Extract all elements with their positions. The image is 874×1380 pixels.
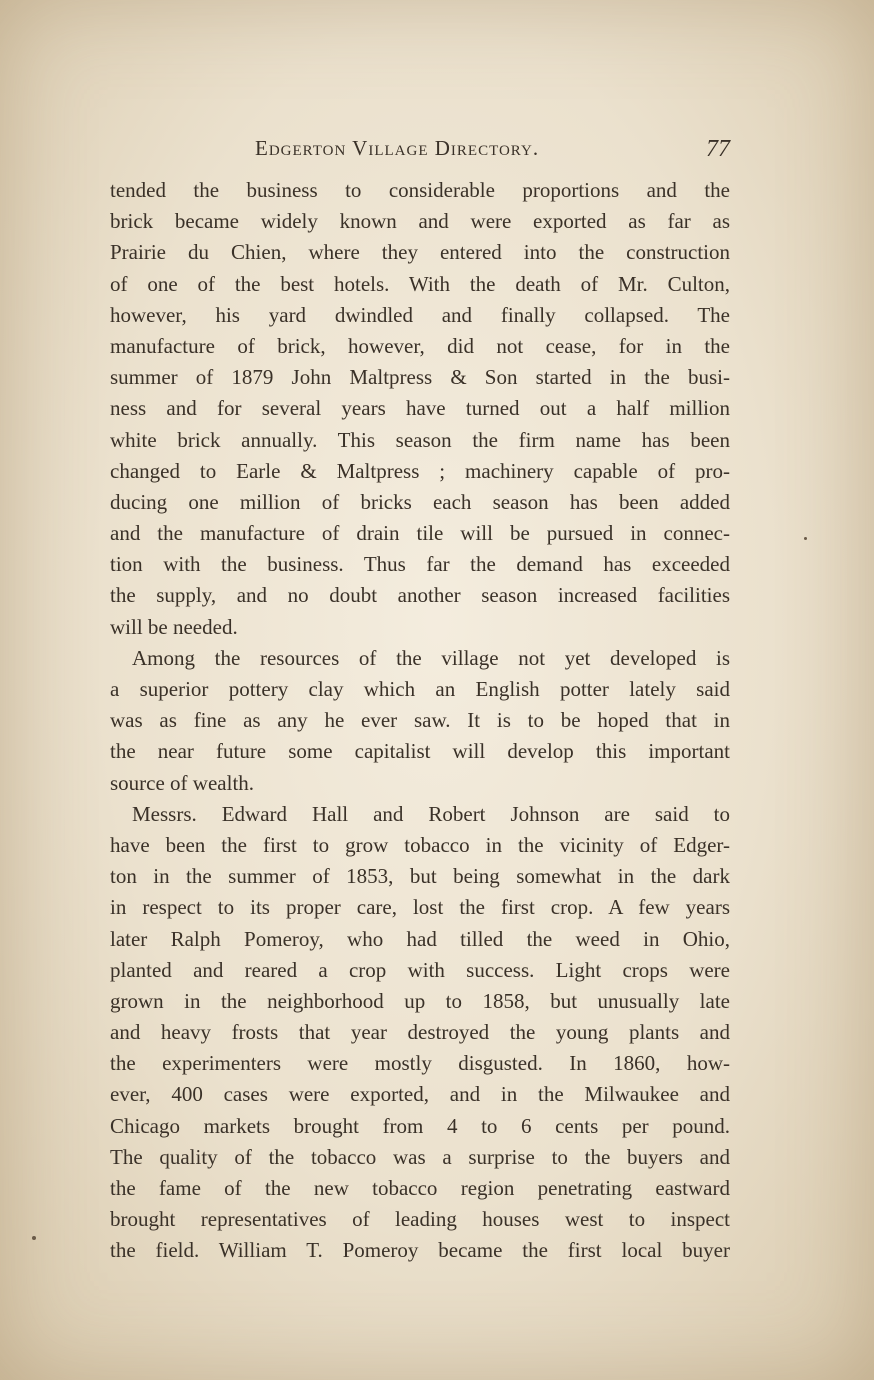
text-line: tended the business to considerable proportions and the bbox=[110, 178, 730, 202]
text-line: however, his yard dwindled and finally collapsed. The bbox=[110, 302, 730, 327]
text-line: ness and for several years have turned out a half million bbox=[110, 396, 730, 421]
text-line: of one of the best hotels. With the death of Mr. Culton, bbox=[110, 271, 730, 296]
text-line: brick became widely known and were exported as far as bbox=[110, 209, 730, 234]
text-line: and heavy frosts that year destroyed the young plants and bbox=[110, 1020, 730, 1045]
text-line: tion with the business. Thus far the demand has exceeded bbox=[110, 552, 730, 577]
text-line: changed to Earle & Maltpress ; machinery capable of pro- bbox=[110, 458, 730, 483]
page-number: 77 bbox=[706, 136, 730, 162]
text-line: manufacture of brick, however, did not cease, for in the bbox=[110, 333, 730, 358]
text-line: Prairie du Chien, where they entered into the construction bbox=[110, 240, 730, 265]
page-header bbox=[110, 136, 730, 168]
text-line: and the manufacture of drain tile will be pursued in connec- bbox=[110, 521, 730, 546]
text-line: have been the first to grow tobacco in the vicinity of Edger- bbox=[110, 832, 730, 857]
text-line: white brick annually. This season the firm name has been bbox=[110, 427, 730, 452]
text-line: will be needed. bbox=[110, 614, 238, 639]
text-line: the supply, and no doubt another season increased facilities bbox=[110, 583, 730, 608]
text-line: was as fine as any he ever saw. It is to be hoped that in bbox=[110, 708, 730, 733]
text-line: a superior pottery clay which an English potter lately said bbox=[110, 677, 730, 701]
text-line: the field. William T. Pomeroy became the first local buyer bbox=[110, 1238, 730, 1263]
text-line: source of wealth. bbox=[110, 770, 255, 795]
text-line: the near future some capitalist will develop this important bbox=[110, 739, 730, 764]
text-line: ton in the summer of 1853, but being somewhat in the dark bbox=[110, 864, 730, 889]
paper-speck bbox=[32, 1236, 36, 1240]
text-line: Chicago markets brought from 4 to 6 cents per pound. bbox=[110, 1113, 730, 1138]
text-line: Among the resources of the village not yet developed is bbox=[132, 645, 730, 670]
body-text bbox=[110, 175, 730, 1267]
text-line: brought representatives of leading houses west to inspect bbox=[110, 1207, 730, 1232]
text-line: the fame of the new tobacco region penetrating eastward bbox=[110, 1176, 730, 1200]
text-line: planted and reared a crop with success. Light crops were bbox=[110, 957, 730, 982]
text-line: Messrs. Edward Hall and Robert Johnson are said to bbox=[132, 801, 730, 826]
paper-speck bbox=[804, 537, 807, 540]
text-line: in respect to its proper care, lost the first crop. A few years bbox=[110, 895, 730, 920]
text-line: The quality of the tobacco was a surprise to the buyers and bbox=[110, 1144, 730, 1169]
text-line: the experimenters were mostly disgusted. In 1860, how- bbox=[110, 1051, 730, 1076]
running-title: Edgerton Village Directory. bbox=[255, 136, 540, 160]
text-line: grown in the neighborhood up to 1858, but unusually late bbox=[110, 988, 730, 1013]
text-line: ever, 400 cases were exported, and in the Milwaukee and bbox=[110, 1082, 730, 1107]
text-line: later Ralph Pomeroy, who had tilled the weed in Ohio, bbox=[110, 926, 730, 951]
text-line: ducing one million of bricks each season has been added bbox=[110, 489, 730, 514]
text-line: summer of 1879 John Maltpress & Son started in the busi- bbox=[110, 365, 730, 390]
